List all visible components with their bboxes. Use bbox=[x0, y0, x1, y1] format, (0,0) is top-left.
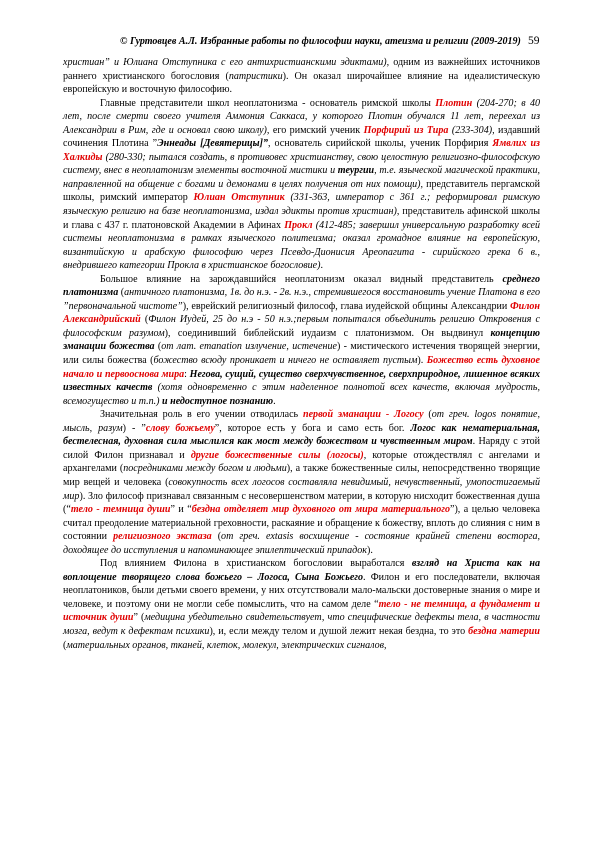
highlighted-term: религиозного экстаза bbox=[113, 531, 212, 543]
page-header bbox=[0, 36, 600, 52]
highlighted-term: Плотин bbox=[435, 97, 473, 109]
text-run: (хотя одновременно с этим наделенное полнотой всех качеств, включая мудрость, всемогущество и т.п.) bbox=[63, 382, 540, 407]
text-run: патристики bbox=[228, 70, 283, 82]
text-run: : bbox=[184, 368, 190, 380]
emphasized-term: взгляд на Христа как на воплощение творящего слова божьего – Логоса, Сына Божьего bbox=[63, 558, 540, 583]
text-run: ). bbox=[417, 355, 427, 367]
text-run: ), и, если между телом и душой лежит некая бездна, то это bbox=[209, 625, 469, 637]
text-run: представитель пергамской школы, римский император bbox=[63, 178, 541, 204]
paragraph-3 bbox=[63, 273, 540, 408]
text-run: (331-363, император с 361 г.; реформировал римскую языческую религию на базе неоплатонизма, издал эдикты против христиан) bbox=[63, 192, 540, 218]
highlighted-term: тело - темница души bbox=[70, 504, 171, 516]
text-run: совокупность всех логосов составляла невидимый, нечувственный, умопостигаемый мир bbox=[63, 476, 540, 502]
text-run: (412-485; завершил универсальную разработку всей системы неоплатонизма в рамках языческого политеизма; оказал громадное влияние на европейскую, византийскую и арабскую философию через Псевдо-Дионисия Ареопагита - сирийского грека 6 в., внедрившего категории Прокла в христианское богословие) bbox=[63, 219, 541, 272]
emphasized-term: и недоступное познанию bbox=[159, 395, 274, 407]
highlighted-term: Прокл bbox=[284, 219, 313, 231]
text-run: ” ( bbox=[133, 612, 145, 624]
highlighted-term: Порфирий из Тира bbox=[363, 124, 449, 136]
highlighted-term: слову божьему bbox=[145, 422, 215, 434]
highlighted-term: Юлиан Отступник bbox=[193, 192, 285, 204]
emphasized-term: Негова, сущий, существо сверхчувственное, сверхприродное, лишенное всяких известных качеств bbox=[63, 368, 540, 394]
emphasized-term: концепцию эманации божества bbox=[63, 327, 540, 353]
text-run: (233-304), bbox=[448, 124, 495, 136]
text-run: христиан” и Юлиана Отступника с его антихристианскими эдиктами), bbox=[63, 57, 390, 68]
text-run: , представитель афинской школы и глава с 437 г. платоновской Академии в Афинах bbox=[63, 206, 540, 231]
highlighted-term: бездна отделяет мир духовного от мира материального bbox=[191, 504, 450, 516]
highlighted-term: тело - не темница, а фундамент и источник души bbox=[63, 598, 540, 624]
highlighted-term: Божество есть духовное начало и первооснова мира bbox=[63, 355, 541, 380]
text-run: от греч. extasis восхищение - состояние крайней степени восторга, доходящее до исступления и напоминающее эпилептический припадок bbox=[63, 531, 541, 556]
text-run: божество всюду проникает и ничего не оставляет пустым bbox=[153, 355, 418, 367]
text-run: Большое влияние на зарождавшийся неоплатонизм оказал видный представитель bbox=[100, 273, 503, 285]
text-run: ( bbox=[63, 639, 67, 651]
text-run: издавший сочинения Плотина ” bbox=[63, 124, 541, 150]
paragraph-4 bbox=[63, 408, 540, 557]
text-run: . Наряду с этой силой Филон признавал и bbox=[63, 436, 540, 461]
text-run: ). Он оказал широчайшее влияние на идеалистическую европейскую и восточную философию. bbox=[63, 70, 540, 96]
text-run: его римский ученик bbox=[269, 124, 364, 136]
text-run: ”), а целью человека считал преодоление материальной греховности, раскаяние и обращение к божеству, вплоть до слияния с ним в состоянии bbox=[63, 504, 540, 543]
paragraph-1 bbox=[63, 56, 540, 97]
text-run: ( bbox=[154, 341, 162, 353]
text-run: ( bbox=[118, 287, 125, 299]
text-run: ), еврейский религиозный философ, глава иудейской общины Александрии bbox=[182, 300, 511, 312]
header-title: © Гуртовцев А.Л. Избранные работы по философии науки, атеизма и религии (2009-2019) bbox=[120, 36, 521, 47]
text-run: одним из важнейших источников раннего христианского богословия ( bbox=[63, 57, 541, 82]
text-run: медицина убедительно свидетельствует, что специфические дефекты тела, в частности мозга, ведут к дефектам психики bbox=[63, 612, 540, 637]
text-run: ” и “ bbox=[170, 504, 192, 516]
text-run: ). Зло философ признавал связанным с несовершенством материи, в которую нисходит божественная душа (“ bbox=[63, 490, 540, 516]
text-run: Филон Иудей, 25 до н.э - 50 н.э.;первым попытался объединить религию Откровения с философским разумом bbox=[63, 314, 541, 339]
highlighted-term: бездна материи bbox=[468, 625, 540, 637]
text-run: ) - ” bbox=[122, 422, 146, 434]
text-run: Главные представители школ неоплатонизма - основатель римской школы bbox=[100, 97, 436, 109]
text-run: материальных органов, тканей, клеток, молекул, электрических сигналов, bbox=[66, 639, 387, 651]
emphasized-term: Логос как нематериальная, бестелесная, духовная сила мыслился как мост между божеством и чувственным миром bbox=[63, 422, 540, 448]
text-run: ), а также божественные силы, непосредственно творящие мир вещей и человека ( bbox=[63, 463, 541, 488]
text-run: . bbox=[273, 395, 276, 407]
highlighted-term: другие божественные силы (логосы) bbox=[190, 449, 364, 461]
highlighted-term: первой эманации - Логосу bbox=[303, 409, 424, 421]
text-run: (280-330; пытался создать, в противовес христианству, свою целостную религиозно-философскую систему, внес в неоплатонизм элементы восточной мистики и bbox=[63, 151, 540, 177]
paragraph-2 bbox=[63, 97, 540, 273]
text-run: ( bbox=[423, 409, 432, 421]
text-run: от греч. logos понятие, мысль, разум bbox=[63, 409, 540, 434]
highlighted-term: Филон Александрийский bbox=[63, 300, 540, 326]
text-run: , основатель сирийской школы, ученик Порфирия bbox=[267, 138, 493, 150]
text-run: ”, которое есть у бога и само есть бог. bbox=[214, 422, 411, 434]
text-run: античного платонизма, 1в. до н.э. - 2в. н.э., стремившегося восстановить учение Платона в его ”первоначальной чистоте” bbox=[63, 287, 541, 312]
page-body bbox=[63, 56, 540, 652]
text-run: , которые отождествлял с ангелами и архангелами ( bbox=[63, 449, 541, 475]
text-run: . bbox=[320, 260, 323, 272]
page-number: 59 bbox=[528, 35, 540, 47]
emphasized-term: теургии bbox=[337, 165, 375, 177]
text-run: Значительная роль в его учении отводилась bbox=[100, 409, 303, 421]
text-run: (204-270; в 40 лет, после смерти своего учителя Аммония Саккаса, у которого Плотин обучался 11 лет, переехал из Александрии в Рим, где и основал свою школу), bbox=[63, 97, 540, 136]
paragraph-5 bbox=[63, 557, 540, 652]
text-run: . Филон и его последователи, включая неоплатоников, были детьми своего времени, у них отсутствовали мало-мальски достоверные знания о мире и человеке, и поэтому они не могли себе помыслить, что на самом деле “ bbox=[63, 571, 540, 610]
text-run: ( bbox=[211, 531, 222, 543]
text-run: ) - мистического истечения творящей энергии, или силы божества ( bbox=[63, 341, 540, 367]
highlighted-term: Ямвлих из Халкиды bbox=[63, 138, 540, 163]
text-run: Под влиянием Филона в христианском богословии выработался bbox=[100, 558, 412, 570]
emphasized-term: Эннеады [Девятерицы]” bbox=[157, 138, 268, 150]
text-run: ), соединивший библейский иудаизм с платонизмом. Он выдвинул bbox=[164, 327, 491, 339]
text-run: , т.е. языческой магической практики, направленной на общение с богами и демонами в целях получения от них помощи), bbox=[63, 165, 540, 190]
text-run: от лат. emanation излучение, истечение bbox=[161, 341, 338, 353]
text-run: посредниками между богом и людьми bbox=[123, 463, 287, 475]
text-run: ( bbox=[140, 314, 149, 326]
text-run: ). bbox=[366, 544, 373, 556]
emphasized-term: среднего платонизма bbox=[63, 273, 540, 299]
